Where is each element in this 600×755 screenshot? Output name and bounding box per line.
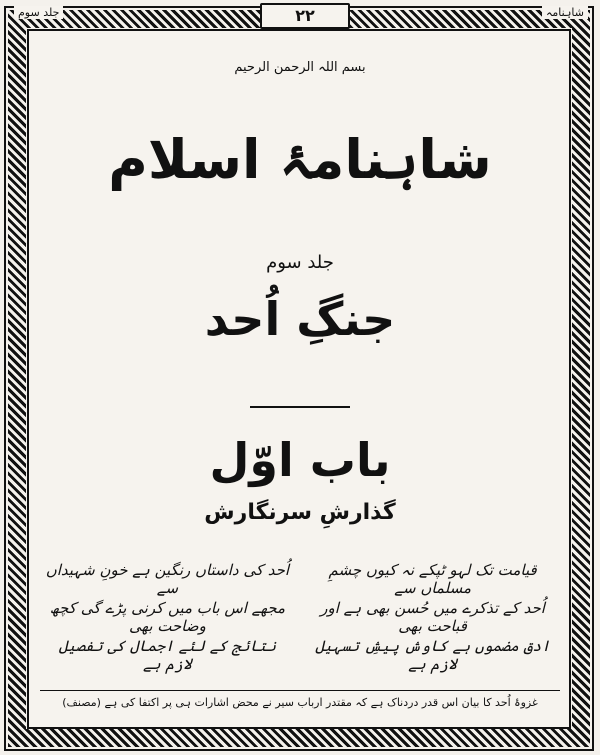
running-title-right: شاہنامہ (542, 6, 588, 19)
divider-rule (250, 406, 350, 408)
verse-first-line: ادق مضموں ہے کاوش پیشِ تسہیل لازم ہے (315, 637, 550, 673)
footnote: غزوۂ اُحد کا بیان اس قدر دردناک ہے کہ مقتدر ارباب سیر نے محض اشارات ہی پر اکتفا کی ہے (مصنف) (62, 696, 538, 709)
verse-row (45, 598, 555, 636)
page-header (0, 0, 600, 28)
footnote-divider (40, 690, 560, 691)
page-number: ۲۲ (260, 3, 350, 29)
volume-label: جلد سوم (266, 252, 334, 273)
verse-second-line: نتائج کے لئے اجمال کی تفصیل لازم ہے (58, 637, 276, 673)
poem-verses (45, 560, 555, 674)
verse-row (45, 560, 555, 598)
verse-row (45, 636, 555, 674)
section-heading: گذارشِ سرنگارش (204, 500, 396, 525)
book-title: شاہنامۂ اسلام (108, 128, 492, 191)
running-title-left: جلد سوم (14, 6, 63, 19)
battle-title: جنگِ اُحد (204, 292, 396, 346)
bismillah: بسم اللہ الرحمن الرحیم (234, 60, 366, 75)
verse-first-line: اُحد کے تذکرے میں حُسن بھی ہے اور قباحت بھی (320, 599, 545, 635)
verse-second-line: مجھے اس باب میں کرنی پڑے گی کچھ وضاحت بھی (49, 599, 286, 635)
verse-first-line: قیامت تک لہو ٹپکے نہ کیوں چشمِ مسلماں سے (328, 561, 537, 597)
verse-second-line: اُحد کی داستاں رنگین ہے خونِ شہیداں سے (45, 561, 290, 597)
chapter-title: باب اوّل (209, 433, 391, 487)
